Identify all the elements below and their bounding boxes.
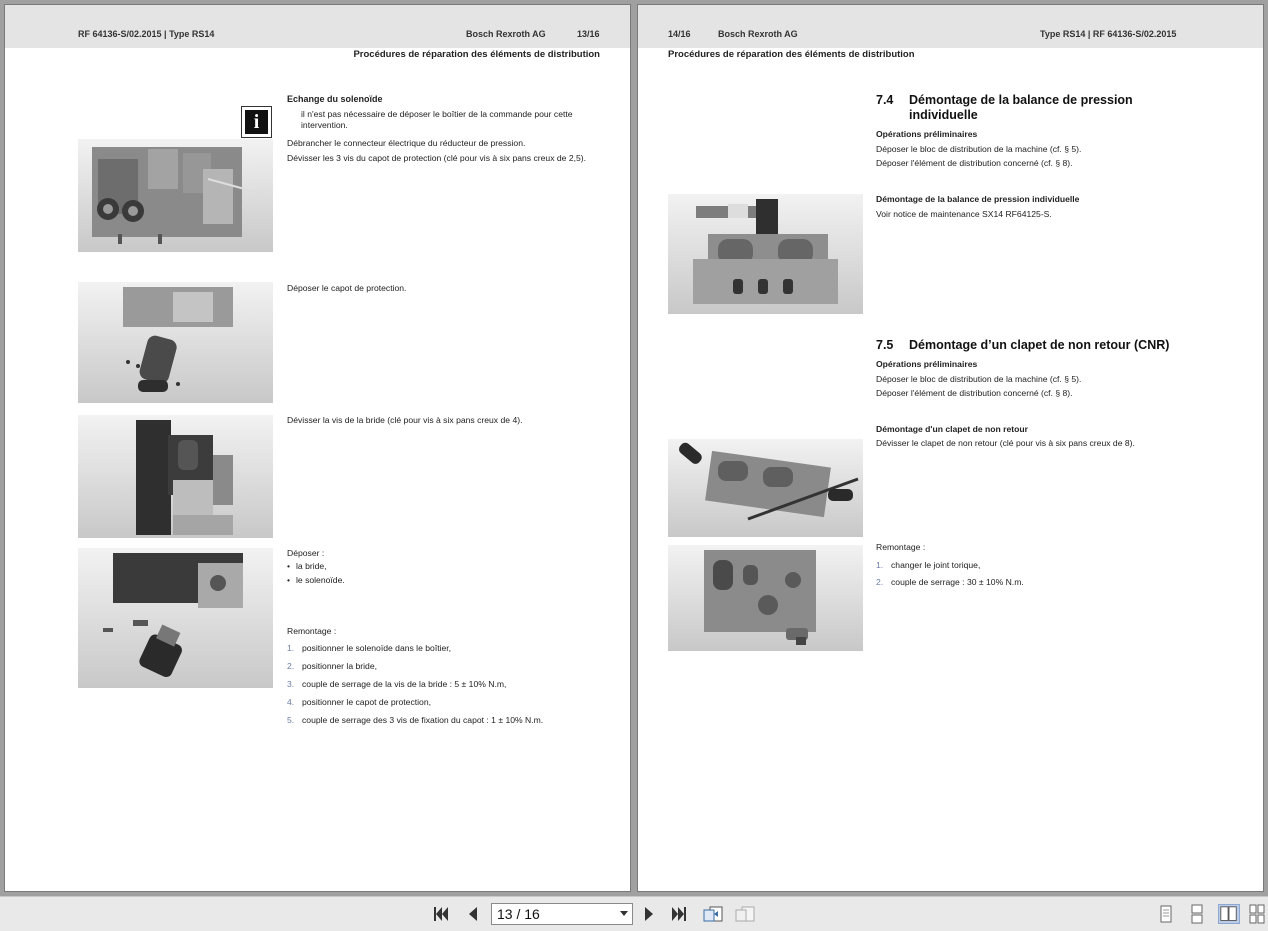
photo-check-valve-removed bbox=[668, 545, 863, 651]
remontage-item: 1. positionner le solenoïde dans le boîtier, bbox=[287, 643, 452, 653]
heading-7-4-line2: individuelle bbox=[909, 108, 978, 122]
step-disconnect: Débrancher le connecteur électrique du réducteur de pression. bbox=[287, 138, 526, 148]
photo-flange bbox=[78, 415, 273, 538]
header-page-num: 14/16 bbox=[668, 29, 691, 39]
remontage-item: 5. couple de serrage des 3 vis de fixation du capot : 1 ± 10% N.m. bbox=[287, 715, 544, 725]
header-doc-ref: Type RS14 | RF 64136-S/02.2015 bbox=[1040, 29, 1177, 39]
subsection-title: Démontage de la balance de pression individuelle bbox=[876, 194, 1080, 204]
photo-pressure-balance bbox=[668, 194, 863, 314]
page-14 bbox=[637, 4, 1264, 892]
remontage-item: 1. changer le joint torique, bbox=[876, 560, 981, 570]
prelim-step: Déposer l'élément de distribution concerné (cf. § 8). bbox=[876, 388, 1073, 398]
chevron-down-icon bbox=[620, 911, 628, 916]
remontage-item: 4. positionner le capot de protection, bbox=[287, 697, 431, 707]
remontage-item: 3. couple de serrage de la vis de la bride : 5 ± 10% N.m, bbox=[287, 679, 507, 689]
remontage-label: Remontage : bbox=[287, 626, 337, 636]
prev-page-icon[interactable] bbox=[464, 905, 482, 923]
page-header bbox=[638, 5, 1263, 48]
remontage-item: 2. couple de serrage : 30 ± 10% N.m. bbox=[876, 577, 1024, 587]
info-icon: i bbox=[241, 106, 272, 138]
photo-cover-removed bbox=[78, 282, 273, 403]
step-unscrew-flange: Dévisser la vis de la bride (clé pour vis à six pans creux de 4). bbox=[287, 415, 523, 425]
header-company: Bosch Rexroth AG bbox=[718, 29, 798, 39]
remontage-label: Remontage : bbox=[876, 542, 926, 552]
go-back-icon[interactable] bbox=[702, 905, 724, 923]
subsection-text: Dévisser le clapet de non retour (clé pour vis à six pans creux de 8). bbox=[876, 438, 1135, 448]
single-page-icon[interactable] bbox=[1155, 904, 1177, 924]
page-header bbox=[5, 5, 630, 48]
page-number-select[interactable] bbox=[491, 903, 633, 925]
two-page-continuous-icon[interactable] bbox=[1248, 904, 1266, 924]
first-page-icon[interactable] bbox=[432, 905, 450, 923]
next-page-icon[interactable] bbox=[640, 905, 658, 923]
section-title: Procédures de réparation des éléments de distribution bbox=[668, 49, 915, 60]
photo-check-valve bbox=[668, 439, 863, 537]
deposer-label: Déposer : bbox=[287, 548, 325, 558]
last-page-icon[interactable] bbox=[670, 905, 688, 923]
prelim-step: Déposer le bloc de distribution de la machine (cf. § 5). bbox=[876, 144, 1082, 154]
header-doc-ref: RF 64136-S/02.2015 | Type RS14 bbox=[78, 29, 215, 39]
step-remove-cover: Déposer le capot de protection. bbox=[287, 283, 407, 293]
note-text: il n'est pas nécessaire de déposer le boîtier de la commande pour cette intervention. bbox=[301, 109, 573, 130]
heading-7-4: 7.4 Démontage de la balance de pression bbox=[876, 93, 1133, 107]
viewer-toolbar bbox=[0, 896, 1268, 931]
heading-7-5: 7.5 Démontage d’un clapet de non retour (CNR) bbox=[876, 338, 1170, 352]
prelim-label: Opérations préliminaires bbox=[876, 359, 978, 369]
prelim-step: Déposer l'élément de distribution concerné (cf. § 8). bbox=[876, 158, 1073, 168]
section-title: Procédures de réparation des éléments de distribution bbox=[353, 49, 600, 60]
continuous-icon[interactable] bbox=[1186, 904, 1208, 924]
page-indicator: 13 / 16 bbox=[497, 906, 540, 922]
photo-valve-block bbox=[78, 139, 273, 252]
header-page-num: 13/16 bbox=[577, 29, 600, 39]
photo-solenoid bbox=[78, 548, 273, 688]
step-unscrew-cover: Dévisser les 3 vis du capot de protection (clé pour vis à six pans creux de 2,5). bbox=[287, 153, 587, 163]
deposer-item: • le solenoïde. bbox=[287, 575, 345, 585]
header-company: Bosch Rexroth AG bbox=[466, 29, 546, 39]
go-forward-icon[interactable] bbox=[734, 905, 756, 923]
subsection-text: Voir notice de maintenance SX14 RF64125-S. bbox=[876, 209, 1052, 219]
two-page-icon[interactable] bbox=[1218, 904, 1240, 924]
page-13 bbox=[4, 4, 631, 892]
echange-title: Echange du solenoïde bbox=[287, 94, 383, 104]
remontage-item: 2. positionner la bride, bbox=[287, 661, 378, 671]
prelim-label: Opérations préliminaires bbox=[876, 129, 978, 139]
prelim-step: Déposer le bloc de distribution de la machine (cf. § 5). bbox=[876, 374, 1082, 384]
subsection-title: Démontage d'un clapet de non retour bbox=[876, 424, 1028, 434]
deposer-item: • la bride, bbox=[287, 561, 327, 571]
